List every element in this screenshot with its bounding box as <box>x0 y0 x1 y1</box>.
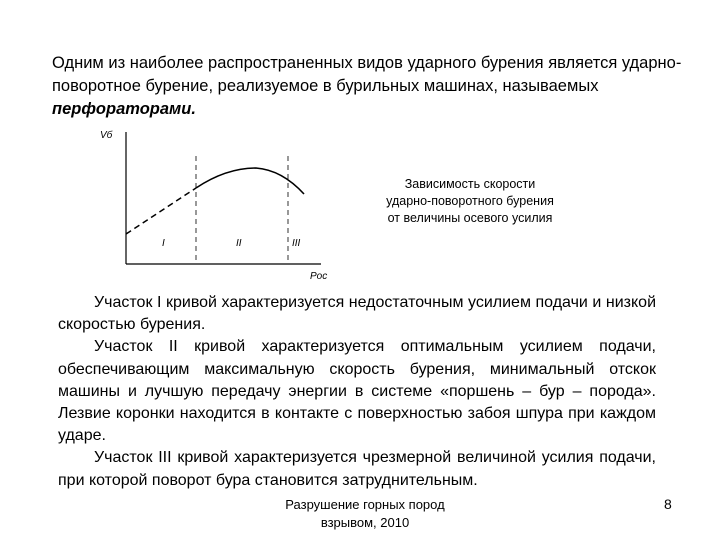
intro-paragraph <box>52 52 692 121</box>
paragraph-zone-2: Участок II кривой характеризуется оптимальным усилием подачи, обеспечивающим максимальную скорость бурения, минимальный отскок машины и лучшую передачу энергии в системе «поршень – бур – порода». Лезвие коронки находится в контакте с поверхностью забоя шпура при каждом ударе. <box>58 338 656 445</box>
zone-label-1: I <box>162 238 165 249</box>
footer-line-2: взрывом, 2010 <box>320 515 410 530</box>
speed-vs-force-diagram <box>96 124 336 284</box>
intro-text: Одним из наиболее распространенных видов ударного бурения является ударно-поворотное бурение, реализуемое в бурильных машинах, называемых <box>52 54 682 95</box>
paragraph-zone-1: Участок I кривой характеризуется недостаточным усилием подачи и низкой скоростью бурения. <box>58 294 656 334</box>
y-axis-label: Vб <box>100 130 113 141</box>
paragraph-zone-3: Участок III кривой характеризуется чрезмерной величиной усилия подачи, при которой поворот бура становится затруднительным. <box>58 449 656 489</box>
zone-label-3: III <box>292 238 301 249</box>
footer-line-1: Разрушение горных пород <box>285 497 445 512</box>
caption-line: ударно-поворотного бурения <box>386 194 554 208</box>
page-number: 8 <box>664 496 672 512</box>
body-text <box>58 292 656 492</box>
slide-footer <box>250 496 480 532</box>
curve-zone-1 <box>126 188 196 234</box>
caption-line: от величины осевого усилия <box>387 211 553 225</box>
caption-line: Зависимость скорости <box>404 177 536 191</box>
curve-zones-2-3 <box>196 168 304 194</box>
intro-emphasis: перфораторами. <box>52 100 196 118</box>
x-axis-label: Pос <box>310 271 328 282</box>
figure-caption <box>360 176 580 227</box>
zone-label-2: II <box>236 238 242 249</box>
